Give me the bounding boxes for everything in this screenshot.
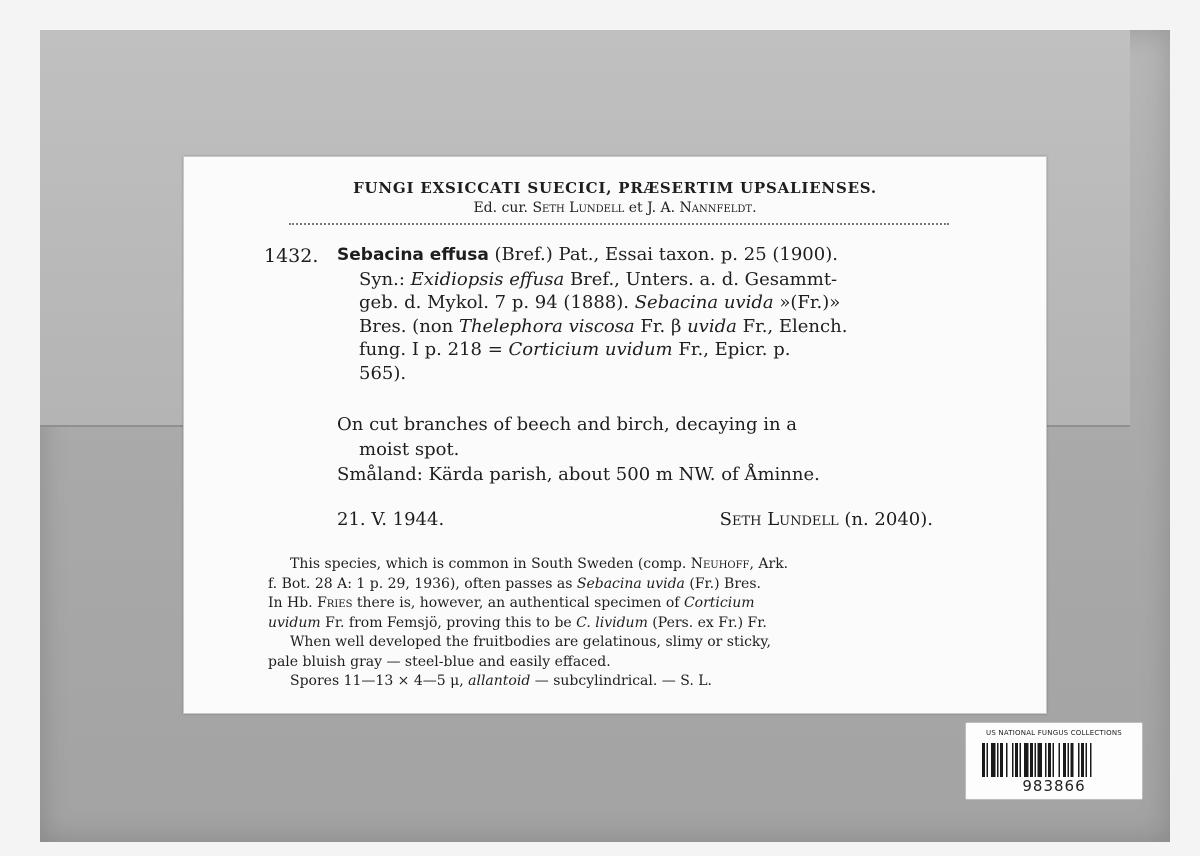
taxon-authority: (Bref.) Pat., Essai taxon. p. 25 (1900). xyxy=(488,244,838,265)
exsiccata-number: 1432. xyxy=(264,245,319,267)
note-3-taxon: Corticium xyxy=(683,595,755,611)
taxon-line-1 xyxy=(337,243,957,268)
barcode-label xyxy=(965,722,1143,800)
note-2-taxon: Sebacina uvida xyxy=(576,575,685,592)
editors-prefix: Ed. cur. xyxy=(473,200,528,216)
editors-et: et xyxy=(628,200,643,216)
barcode-institution: US NATIONAL FUNGUS COLLECTIONS xyxy=(986,729,1122,737)
note-line-1 xyxy=(268,555,968,575)
dotted-divider xyxy=(289,223,949,225)
synonym-line-5: 565). xyxy=(359,362,407,384)
syn-prefix: Syn.: xyxy=(359,268,411,290)
collection-line xyxy=(337,509,957,530)
habitat-line-2: moist spot. xyxy=(359,439,460,460)
editor-2: J. A. Nannfeldt. xyxy=(647,200,757,216)
note-1a: This species, which is common in South Sweden (comp. xyxy=(290,556,691,572)
note-7-term: allantoid xyxy=(468,673,531,689)
note-7b: — subcylindrical. — S. L. xyxy=(530,673,712,689)
series-title: FUNGI EXSICCATI SUECICI, PRÆSERTIM UPSALIENSES. xyxy=(353,179,877,197)
collection-date: 21. V. 1944. xyxy=(337,509,445,530)
note-line-4 xyxy=(268,614,968,634)
habitat-block xyxy=(337,412,957,487)
barcode-number: 983866 xyxy=(1022,777,1086,795)
syn-name-3: Thelephora viscosa xyxy=(458,315,635,337)
note-line-2 xyxy=(268,575,968,595)
note-line-5: When well developed the fruitbodies are gelatinous, slimy or sticky, xyxy=(290,634,771,650)
syn-auth-2: »(Fr.)» xyxy=(773,292,841,313)
taxon-block xyxy=(337,243,957,385)
syn-name-1: Exidiopsis effusa xyxy=(410,268,565,290)
syn-pre-3: Bres. (non xyxy=(359,315,459,337)
note-4a: Fr. from Femsjö, proving this to be xyxy=(320,614,577,631)
note-2a: f. Bot. 28 A: 1 p. 29, 1936), often passes as xyxy=(268,575,577,592)
note-line-6: pale bluish gray — steel-blue and easily effaced. xyxy=(268,653,611,670)
syn-ref-2: geb. d. Mykol. 7 p. 94 (1888). xyxy=(359,292,635,313)
specimen-label xyxy=(183,156,1047,714)
collector-name: Seth Lundell xyxy=(719,509,839,530)
notes-block xyxy=(268,555,968,692)
taxon-name: Sebacina effusa xyxy=(337,245,489,265)
habitat-line-1: On cut branches of beech and birch, decaying in a xyxy=(337,414,798,435)
note-3-herbarium: Fries xyxy=(317,595,353,611)
synonym-line-2 xyxy=(337,291,957,315)
note-line-7 xyxy=(268,672,968,692)
syn-name-4: Corticium uvidum xyxy=(508,339,673,360)
synonym-line-3 xyxy=(337,315,957,339)
editor-1: Seth Lundell xyxy=(532,200,625,216)
note-3a: In Hb. xyxy=(268,595,318,611)
syn-mid-3: Fr. β xyxy=(634,315,688,337)
note-4b: (Pers. ex Fr.) Fr. xyxy=(647,614,767,631)
note-4-taxon: C. lividum xyxy=(576,614,648,631)
barcode-icon xyxy=(982,743,1126,777)
synonym-line-1 xyxy=(337,268,957,292)
note-4-epithet: uvidum xyxy=(268,614,321,631)
editors-line xyxy=(184,200,1046,216)
note-2b: (Fr.) Bres. xyxy=(684,575,761,592)
note-7a: Spores 11—13 × 4—5 μ, xyxy=(290,673,469,689)
syn-name-2: Sebacina uvida xyxy=(634,292,774,313)
note-1-author: Neuhoff xyxy=(690,556,750,572)
note-1b: , Ark. xyxy=(749,556,789,572)
note-line-3 xyxy=(268,594,968,614)
syn-ref-1: Bref., Unters. a. d. Gesammt- xyxy=(564,268,838,290)
note-3b: there is, however, an authentical specimen of xyxy=(352,595,684,611)
synonym-line-4 xyxy=(337,338,957,362)
collector-info xyxy=(720,509,933,530)
syn-pre-4: fung. I p. 218 = xyxy=(359,339,509,360)
syn-ref-4: Fr., Epicr. p. xyxy=(672,339,791,360)
syn-var-3: uvida xyxy=(687,315,737,337)
locality-line: Småland: Kärda parish, about 500 m NW. of Åminne. xyxy=(337,464,820,485)
collector-number: (n. 2040). xyxy=(838,509,933,530)
syn-ref-3: Fr., Elench. xyxy=(736,315,848,337)
